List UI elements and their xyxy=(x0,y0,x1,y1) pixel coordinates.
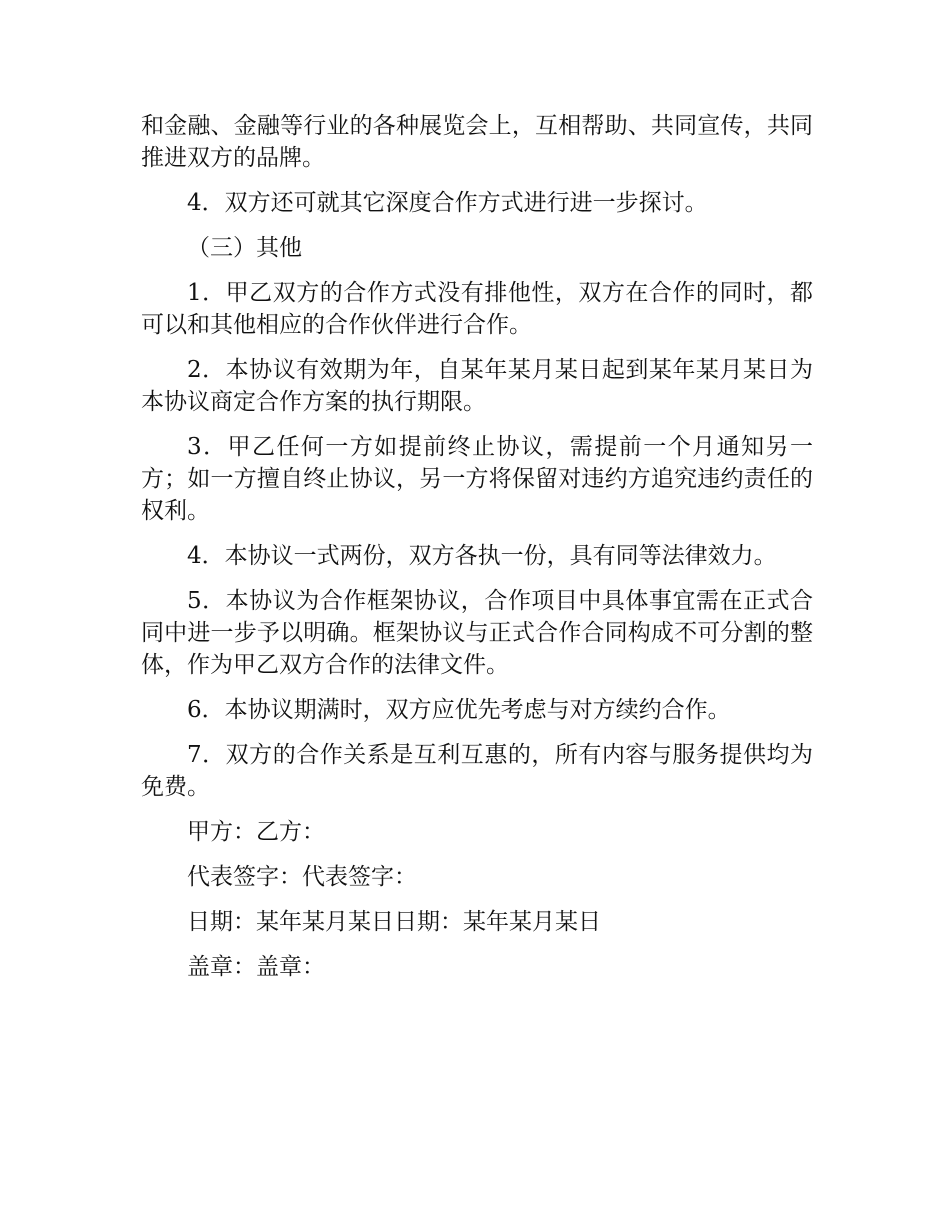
clause-6: 6．本协议期满时，双方应优先考虑与对方续约合作。 xyxy=(187,697,731,723)
clause-3: 3．甲乙任何一方如提前终止协议，需提前一个月通知另一方；如一方擅自终止协议，另一方将保留对违约方追究违约责任的权利。 xyxy=(141,434,813,524)
cooperation-item-4: 4．双方还可就其它深度合作方式进行进一步探讨。 xyxy=(187,190,708,216)
signature-representatives: 代表签字：代表签字： xyxy=(187,864,417,890)
clause-7: 7．双方的合作关系是互利互惠的，所有内容与服务提供均为免费。 xyxy=(141,742,813,800)
signature-seals: 盖章：盖章： xyxy=(187,954,325,980)
clause-2: 2．本协议有效期为年，自某年某月某日起到某年某月某日为本协议商定合作方案的执行期限。 xyxy=(141,357,813,415)
clause-4: 4．本协议一式两份，双方各执一份，具有同等法律效力。 xyxy=(187,543,777,569)
clause-5: 5．本协议为合作框架协议，合作项目中具体事宜需在正式合同中进一步予以明确。框架协议与正式合作合同构成不可分割的整体，作为甲乙双方合作的法律文件。 xyxy=(141,588,813,678)
document-page xyxy=(141,110,813,996)
clause-1: 1．甲乙双方的合作方式没有排他性，双方在合作的同时，都可以和其他相应的合作伙伴进行合作。 xyxy=(141,280,813,338)
signature-parties: 甲方：乙方： xyxy=(187,819,325,845)
signature-dates: 日期：某年某月某日日期：某年某月某日 xyxy=(187,909,601,935)
section-heading-other: （三）其他 xyxy=(187,235,302,261)
continuation-paragraph: 和金融、金融等行业的各种展览会上，互相帮助、共同宣传，共同推进双方的品牌。 xyxy=(141,113,813,171)
